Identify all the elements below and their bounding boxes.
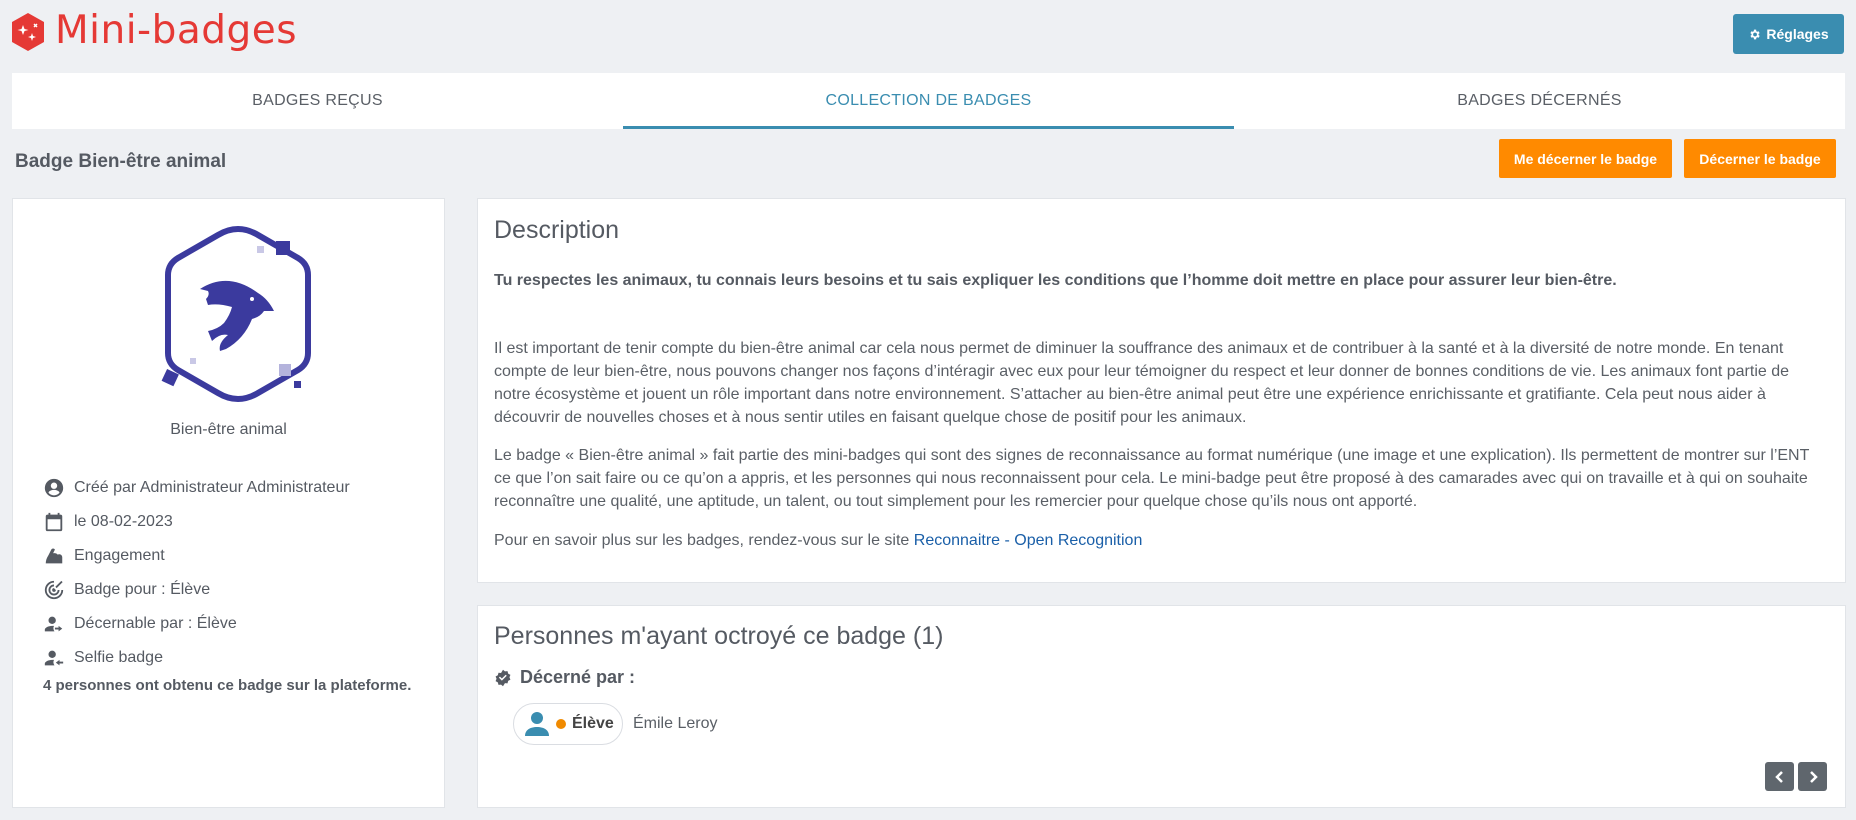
person-chip[interactable] xyxy=(513,703,623,745)
settings-button[interactable] xyxy=(1733,14,1844,54)
user-circle-icon xyxy=(43,477,65,499)
awarders-card xyxy=(477,605,1846,808)
badge-info-list xyxy=(43,471,350,675)
header xyxy=(0,0,1856,70)
page-title: Badge Bien-être animal xyxy=(15,151,227,172)
description-heading: Description xyxy=(494,216,620,244)
selfie-item xyxy=(43,641,350,675)
tab-badges-recus[interactable]: BADGES REÇUS xyxy=(252,92,383,109)
awarders-heading: Personnes m'ayant octroyé ce badge (1) xyxy=(494,622,944,650)
holders-count: 4 personnes ont obtenu ce badge sur la plateforme. xyxy=(43,677,412,694)
calendar-icon xyxy=(43,511,65,533)
description-card xyxy=(477,198,1846,583)
self-award-button[interactable]: Me décerner le badge xyxy=(1499,139,1672,178)
date-item xyxy=(43,505,350,539)
description-paragraph: Le badge « Bien-être animal » fait partie des mini-badges qui sont des signes de reconnaissance au format numérique (une image et une explication). Ils permettent de montrer sur l’ENT ce que l’on sait faire ou ce qu’on a appris, et les personnes qui nous reconnaissent pour cela. Le mini-badge peut être proposé à des camarades avec qui on travaille et à qui on souhaite reconnaître une qualité, une aptitude, un talent, ou tout simplement pour les remercier pour quelque chose qu’ils nous ont apporté. xyxy=(494,447,1810,510)
open-recognition-link[interactable]: Reconnaitre - Open Recognition xyxy=(913,532,1143,549)
description-lead: Tu respectes les animaux, tu connais leurs besoins et tu sais expliquer les conditions que l’homme doit mettre en place pour assurer leur bien-être. xyxy=(494,272,1617,289)
description-more-info xyxy=(494,529,1829,552)
app-logo-icon xyxy=(10,12,46,52)
user-arrow-icon xyxy=(43,613,65,635)
gear-icon xyxy=(1748,28,1761,41)
person-name[interactable]: Émile Leroy xyxy=(633,715,718,732)
category-text: Engagement xyxy=(74,547,165,564)
badge-name: Bien-être animal xyxy=(170,421,287,438)
created-by-item xyxy=(43,471,350,505)
badge-summary-card xyxy=(12,198,445,808)
target-icon xyxy=(43,579,65,601)
awardable-by-text: Décernable par : Élève xyxy=(74,615,237,632)
badge-for-text: Badge pour : Élève xyxy=(74,581,211,598)
awarded-by-label xyxy=(494,667,635,688)
tab-badges-decernes[interactable]: BADGES DÉCERNÉS xyxy=(1457,92,1622,109)
verified-check-icon xyxy=(494,669,512,687)
tab-collection-de-badges[interactable]: COLLECTION DE BADGES xyxy=(623,73,1234,129)
chevron-left-icon xyxy=(1773,770,1787,784)
arm-flex-icon xyxy=(43,545,65,567)
date-text: le 08-02-2023 xyxy=(74,513,173,530)
person-role: Élève xyxy=(572,715,614,732)
awarded-by-text: Décerné par : xyxy=(520,667,636,687)
awardable-by-item xyxy=(43,607,350,641)
dolphin-icon xyxy=(148,219,328,409)
previous-page-button[interactable] xyxy=(1765,762,1794,791)
settings-label: Réglages xyxy=(1766,26,1829,42)
chevron-right-icon xyxy=(1806,770,1820,784)
app-title: Mini-badges xyxy=(55,8,298,53)
selfie-text: Selfie badge xyxy=(74,649,163,666)
avatar-icon xyxy=(524,709,550,739)
user-selfie-icon xyxy=(43,647,65,669)
created-by-text: Créé par Administrateur Administrateur xyxy=(74,479,350,496)
badge-for-item xyxy=(43,573,350,607)
description-paragraph: Il est important de tenir compte du bien-être animal car cela nous permet de diminuer la souffrance des animaux et de contribuer à la santé et à la diversité de notre monde. En tenant compte de leur bien-être, nous pouvons changer nos façons d’intéragir avec eux pour leur témoigner du respect et leur donner de bonnes conditions de vie. Les animaux font partie de notre écosystème et jouent un rôle important dans notre environnement. S’attacher au bien-être animal peut être une expérience enrichissante et gratifiante. Cela peut nous aider à découvrir de nouvelles choses et à nous sentir utiles en faisant quelque chose de positif pour les animaux. xyxy=(494,340,1790,426)
status-dot xyxy=(556,719,566,729)
tab-bar xyxy=(12,73,1845,129)
category-item xyxy=(43,539,350,573)
more-info-text: Pour en savoir plus sur les badges, rendez-vous sur le site xyxy=(494,532,914,549)
next-page-button[interactable] xyxy=(1798,762,1827,791)
award-button[interactable]: Décerner le badge xyxy=(1684,139,1836,178)
